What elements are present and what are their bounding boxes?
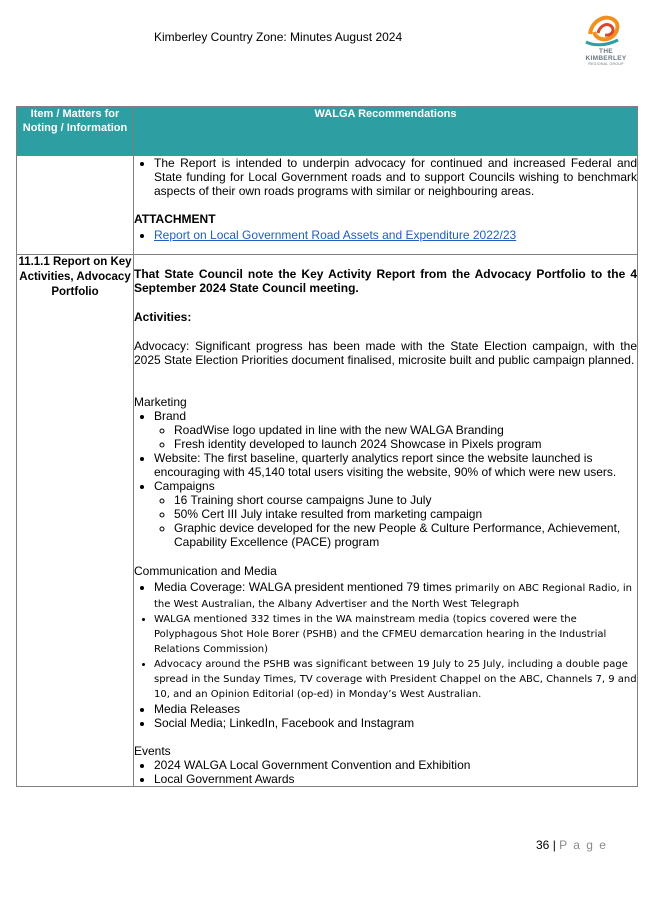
social-media-item: • Social Media; LinkedIn, Facebook and Instagram [154,716,637,730]
media-coverage-rest: primarily on ABC Regional Radio, in the West Australian, the Albany Advertiser and the North West Telegraph [154,583,632,610]
events-heading: Events [134,744,171,758]
table-row [17,156,638,255]
logo-swirl-icon [584,12,628,48]
campaigns-sub-item: ◦ 50% Cert III July intake resulted from marketing campaign [174,507,637,521]
kimberley-logo [578,12,634,68]
media-coverage-lead: Media Coverage: WALGA president mentioned 79 times [154,580,452,594]
campaigns-sub-item: ◦ 16 Training short course campaigns June to July [174,493,637,507]
logo-subtitle: REGIONAL GROUP [588,62,624,66]
comms-heading: Communication and Media [134,564,277,578]
event-item: • 2024 WALGA Local Government Convention and Exhibition [154,758,637,772]
row1-item-cell [17,156,134,255]
attachment-report-link[interactable]: Report on Local Government Road Assets and Expenditure 2022/23 [154,228,517,242]
attachment-heading: ATTACHMENT [134,212,216,226]
website-item: • Website: The first baseline, quarterly analytics report since the website launched is encouraging with 45,140 total users visiting the website, 90% of which were new users. [154,451,637,479]
walga-mentioned-item: • WALGA mentioned 332 times in the WA mainstream media (topics covered were the Polyphagous Shot Hole Borer (PSHB) and the CFMEU demarcation hearing in the Industrial Relations Commission) [154,612,637,657]
document-header-title: Kimberley Country Zone: Minutes August 2024 [154,30,403,44]
activities-heading: Activities: [134,310,192,324]
page-footer [536,838,607,852]
walga-recommendations-table [16,106,638,787]
campaigns-sub-item: ◦ Graphic device developed for the new People & Culture Performance, Achievement, Capability Excellence (PACE) program [174,521,637,549]
brand-sub-item: ◦ Fresh identity developed to launch 2024 Showcase in Pixels program [174,437,637,451]
row1-content-cell [134,156,638,255]
brand-sub-item: ◦ RoadWise logo updated in line with the new WALGA Branding [174,423,637,437]
page-number: 36 [536,838,550,852]
campaigns-item: Campaigns [154,479,215,493]
table-row [17,255,638,787]
marketing-heading: Marketing [134,395,187,409]
recommendation-text: That State Council note the Key Activity Report from the Advocacy Portfolio to the 4 September 2024 State Council meeting. [134,267,637,295]
advocacy-pshb-item: • Advocacy around the PSHB was significant between 19 July to 25 July, including a double page spread in the Sunday Times, TV coverage with President Chappel on the ABC, Channels 7, 9 and 10, and an Opinion Editorial (op-ed) in Monday’s West Australian. [154,657,637,702]
col-header-recommendations: WALGA Recommendations [134,107,638,156]
event-item: • Local Government Awards [154,772,637,786]
row2-content-cell [134,255,638,787]
item-label-cell: 11.1.1 Report on Key Activities, Advocacy Portfolio [17,255,134,787]
footer-separator: | [552,838,556,852]
media-releases-item: • Media Releases [154,702,637,716]
page-word: P a g e [559,838,608,852]
col-header-item: Item / Matters for Noting / Information [17,107,134,156]
brand-item: Brand [154,409,187,423]
advocacy-paragraph: Advocacy: Significant progress has been made with the State Election campaign, with the 2025 State Election Priorities document finalised, microsite built and public campaign planned. [134,339,637,367]
row1-report-bullet: • The Report is intended to underpin advocacy for continued and increased Federal and State funding for Local Government roads and to support Councils wishing to benchmark aspects of their own roads programs with similar or neighbouring areas. [154,156,637,198]
logo-name: THE KIMBERLEY [585,48,627,62]
